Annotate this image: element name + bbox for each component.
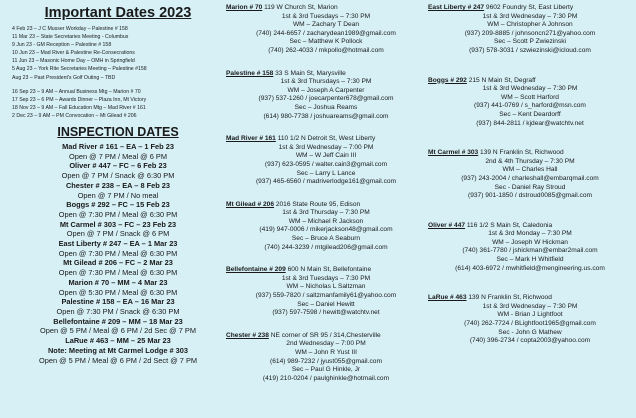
inspection-dates-title: INSPECTION DATES	[57, 125, 179, 140]
column-left	[12, 0, 224, 365]
lodge-block	[428, 4, 632, 56]
inspection-detail: Open @ 7:30 PM / Meal @ 6:30 PM	[58, 268, 178, 278]
lodge-sec-contact: (614) 980-7738 / joshuareams@gmail.com	[263, 112, 389, 120]
lodge-block	[226, 4, 426, 56]
lodge-address: 9602 Foundry St, East Liberty	[484, 4, 574, 11]
lodge-sec-name: Sec – Kent Deardorff	[499, 110, 561, 118]
lodge-block	[428, 222, 632, 274]
lodge-wm-name: WM – John R Yust III	[295, 349, 357, 356]
lodge-sec-name: Sec – Daniel Hewitt	[297, 300, 355, 308]
lodge-wm-contact: (740) 244-6657 / zacharydean1989@gmail.com	[256, 29, 396, 37]
lodge-block	[428, 77, 632, 129]
lodge-sec-contact: (937) 844-2811 / kjdear@watchtv.net	[476, 119, 584, 127]
lodge-meeting-time: 1st & 3rd Wednesday – 7:00 PM	[278, 143, 374, 151]
lodge-name: LaRue # 463	[428, 294, 467, 302]
inspection-note: Note: Meeting at Mt Carmel Lodge # 303	[47, 345, 189, 355]
inspection-lodge: Bellefontaine # 209 – MM – 18 Mar 23	[53, 316, 183, 326]
lodge-heading	[226, 266, 426, 275]
lodge-wm-name: WM – Joseph W Hickman	[492, 238, 568, 246]
lodge-sec-name: Sec – Bruce A Seaburn	[291, 235, 361, 243]
lodge-address: 600 N Main St, Bellefontaine	[285, 266, 372, 274]
lodge-sec-contact: (740) 396-2734 / copta2003@yahoo.com	[469, 337, 591, 345]
lodge-name: Palestine # 158	[226, 69, 274, 77]
important-dates-title: Important Dates 2023	[44, 5, 192, 21]
lodge-wm-contact: (937) 537-1260 / joecarpenter678@gmail.com	[258, 95, 394, 103]
lodge-address: 110 1/2 N Detroit St, West Liberty	[275, 135, 376, 143]
inspection-lodge: Mt Carmel # 303 – FC – 23 Feb 23	[59, 219, 177, 229]
lodge-block	[226, 70, 426, 122]
lodge-block	[226, 135, 426, 187]
lodge-sec-contact: (937) 578-3031 / szwiezinski@icloud.com	[469, 46, 591, 54]
lodge-heading	[226, 201, 426, 210]
lodge-wm-name: WM – Christopher A Johnson	[487, 21, 573, 29]
inspection-detail: Open @ 7 PM / No meal	[77, 190, 159, 200]
lodge-address: 215 N Main St, Degraff	[466, 76, 536, 84]
inspection-lodge: LaRue # 463 – MM – 25 Mar 23	[65, 336, 171, 346]
lodge-wm-contact: (937) 243-2004 / charleshall@embarqmail.com	[461, 174, 599, 182]
lodge-meeting-time: 2nd & 4th Thursday – 7:30 PM	[485, 157, 575, 165]
inspection-lodge: East Liberty # 247 – EA – 1 Mar 23	[58, 239, 178, 249]
inspection-detail: Open @ 5 PM / Meal @ 6 PM / 2d Sec @ 7 PM	[39, 326, 196, 336]
lodge-name: Boggs # 292	[428, 76, 467, 84]
lodge-sec-contact: (614) 403-6972 / mwhitfield@mengineering.us.com	[455, 264, 605, 272]
important-date-item: 9 Jun 23 - GM Reception – Palestine # 158	[12, 42, 112, 49]
important-date-item: 5 Aug 23 – York Rite Secretaries Meeting – Palestine #158	[12, 66, 147, 73]
column-middle	[226, 0, 426, 383]
lodge-wm-name: WM – Zachary T Dean	[292, 21, 360, 29]
inspection-list	[12, 142, 224, 365]
lodge-sec-contact: (419) 210-0204 / paulghinkle@hotmail.com	[262, 374, 390, 382]
important-date-item: 16 Sep 23 – 9 AM – Annual Business Mtg – Marion # 70	[12, 88, 141, 95]
lodge-meeting-time: 1st & 3rd Wednesday – 7:30 PM	[482, 302, 578, 310]
lodge-meeting-time: 2nd Wednesday – 7:00 PM	[286, 340, 366, 348]
inspection-detail: Open @ 7:30 PM / Meal @ 6:30 PM	[58, 209, 178, 219]
lodge-name: Oliver # 447	[428, 221, 466, 229]
lodge-block	[428, 149, 632, 201]
lodge-wm-name: WM - Brian J Lightfoot	[497, 311, 563, 319]
lodge-name: Marion # 70	[226, 4, 263, 11]
lodge-heading	[428, 149, 632, 158]
lodge-block	[226, 332, 426, 384]
lodge-block	[226, 266, 426, 318]
lodge-heading	[226, 135, 426, 144]
important-date-item: 17 Sep 23 – 6 PM – Awards Dinner – Plaza Inn, Mt Victory	[12, 96, 147, 103]
inspection-lodge: Marion # 70 – MM – 4 Mar 23	[68, 277, 168, 287]
lodge-heading	[226, 70, 426, 79]
lodge-address: 119 W Church St, Marion	[262, 4, 338, 11]
lodge-sec-name: Sec - Daniel Ray Stroud	[494, 183, 566, 191]
lodge-wm-name: WM – Joseph A Carpenter	[287, 86, 365, 94]
inspection-detail: Open @ 7 PM / Snack @ 6 PM	[66, 229, 170, 239]
lodge-heading	[428, 77, 632, 86]
lodge-sec-name: Sec – Larry L Lance	[296, 169, 356, 177]
lodge-sec-name: Sec - John G Mathew	[498, 328, 562, 336]
lodge-name: Mt Gilead # 206	[226, 200, 275, 208]
important-date-item: 4 Feb 23 – J C Musser Workday – Palestine # 158	[12, 26, 128, 32]
lodge-wm-contact: (937) 441-0769 / s_harford@msn.com	[474, 102, 586, 110]
inspection-detail: Open @ 7 PM / Meal @ 6 PM	[69, 151, 167, 161]
inspection-detail: Open @ 7 PM / Snack @ 6:30 PM	[61, 171, 175, 181]
lodge-meeting-time: 1st & 3rd Thursdays – 7:30 PM	[280, 78, 372, 86]
lodge-wm-name: WM – Michael R Jackson	[288, 217, 364, 225]
lodge-address: 116 1/2 S Main St, Caledonia	[465, 221, 553, 229]
lodge-block	[428, 294, 632, 346]
lodge-meeting-time: 1st & 3rd Wednesday – 7:30 PM	[482, 85, 578, 93]
inspection-lodge: Chester # 238 – EA – 8 Feb 23	[65, 180, 171, 190]
lodge-sec-name: Sec – Paul G Hinkle, Jr	[291, 366, 361, 374]
inspection-lodge: Mad River # 161 – EA – 1 Feb 23	[62, 142, 174, 152]
lodge-address: 33 S Main St, Marysville	[273, 69, 346, 77]
lodge-sec-contact: (740) 262-4033 / mkpollo@hotmail.com	[268, 46, 384, 54]
lodge-sec-contact: (937) 597-7598 / hewitt@watchtv.net	[272, 309, 380, 317]
lodge-name: Mad River # 161	[226, 135, 276, 143]
inspection-detail: Open @ 7:30 PM / Snack @ 6:30 PM	[56, 306, 180, 316]
lodge-address: 2016 State Route 95, Edison	[274, 200, 361, 208]
lodge-sec-contact: (937) 901-1850 / dstroud0085@gmail.com	[468, 192, 592, 200]
lodge-sec-name: Sec – Scott P Zwiezinski	[493, 38, 567, 46]
lodge-heading	[428, 294, 632, 303]
lodge-sec-name: Sec – Joshua Reams	[294, 103, 358, 111]
lodge-meeting-time: 1st & 3rd Wednesday – 7:30 PM	[482, 12, 578, 20]
lodge-meeting-time: 1st & 3rd Thursday – 7:30 PM	[282, 209, 370, 217]
lodge-meeting-time: 1st & 3rd Monday – 7:30 PM	[488, 230, 572, 238]
inspection-detail: Open @ 7:30 PM / Meal @ 6:30 PM	[58, 248, 178, 258]
lodge-name: Chester # 238	[226, 331, 269, 339]
lodge-wm-contact: (614) 989-7232 / jyust055@gmail.com	[270, 357, 382, 365]
lodge-wm-name: WM – W Jeff Cain III	[295, 152, 357, 160]
lodge-meeting-time: 1st & 3rd Tuesdays – 7:30 PM	[281, 12, 371, 20]
lodge-heading	[226, 332, 426, 341]
important-date-item: 10 Jun 23 – Mad River & Palestine Re-Consecrations	[12, 50, 135, 57]
lodge-sec-contact: (740) 244-3239 / mtgilead206@gmail.com	[264, 243, 388, 251]
inspection-detail: Open @ 5 PM / Meal @ 6 PM / 2d Sect @ 7 PM	[38, 355, 198, 365]
lodge-block	[226, 201, 426, 253]
inspection-detail: Open @ 5:30 PM / Meal @ 6:30 PM	[58, 287, 178, 297]
lodge-address: 139 N Franklin St, Richwood	[466, 294, 552, 302]
inspection-lodge: Oliver # 447 – FC – 6 Feb 23	[69, 161, 167, 171]
lodge-heading	[226, 4, 426, 13]
inspection-lodge: Palestine # 158 – EA – 16 Mar 23	[61, 297, 175, 307]
lodge-address: NE corner of SR 95 / 314,Chesterville	[268, 331, 381, 339]
lodge-wm-contact: (740) 262-7724 / BLightfoot1965@gmail.com	[464, 320, 596, 328]
lodge-wm-contact: (937) 209-8885 / johnsoncn271@yahoo.com	[464, 29, 596, 37]
lodge-wm-contact: (937) 623-0595 / walter.cain3@gmail.com	[264, 160, 388, 168]
lodge-wm-name: WM – Scott Harford	[501, 93, 559, 101]
inspection-lodge: Mt Gilead # 206 – FC – 2 Mar 23	[63, 258, 173, 268]
important-date-item: 2 Dec 23 – 9 AM – PM Convocation – Mt Gilead # 206	[12, 112, 137, 119]
important-dates-list	[12, 25, 224, 120]
lodge-wm-contact: (937) 559-7820 / saltzmanfamily61@yahoo.com	[255, 292, 397, 300]
lodge-sec-contact: (937) 465-6560 / madriverlodge161@gmail.com	[255, 178, 397, 186]
lodge-wm-name: WM – Charles Hall	[502, 166, 558, 174]
lodge-sec-name: Sec – Matthew K Pollock	[289, 38, 363, 46]
lodge-name: Mt Carmel # 303	[428, 149, 479, 157]
lodge-meeting-time: 1st & 3rd Tuesdays – 7:30 PM	[281, 274, 371, 282]
lodge-heading	[428, 222, 632, 231]
important-date-item: 11 Mar 23 – State Secretaries Meeting - Columbus	[12, 34, 129, 41]
lodge-name: East Liberty # 247	[428, 4, 485, 11]
important-date-item: 11 Jun 23 – Masonic Home Day – OMH in Springfield	[12, 58, 135, 65]
important-date-item: 18 Nov 23 – 9 AM – Fall Education Mtg – Mad River # 161	[12, 104, 146, 111]
lodge-address: 139 N Franklin St, Richwood	[478, 149, 564, 157]
lodge-wm-name: WM – Nicholas L Saltzman	[286, 283, 366, 291]
lodge-name: Bellefontaine # 209	[226, 266, 286, 274]
column-right	[428, 0, 632, 346]
important-date-item: Aug 23 – Past President's Golf Outing – TBD	[12, 74, 116, 81]
lodge-wm-contact: (419) 947-0006 / mikerjackson48@gmail.com	[259, 226, 393, 234]
lodge-wm-contact: (740) 361-7780 / jshickman@embar2mail.com	[462, 247, 598, 255]
inspection-lodge: Boggs # 292 – FC – 15 Feb 23	[66, 200, 170, 210]
lodge-heading	[428, 4, 632, 13]
lodge-sec-name: Sec – Mark H Whitfield	[496, 256, 564, 264]
